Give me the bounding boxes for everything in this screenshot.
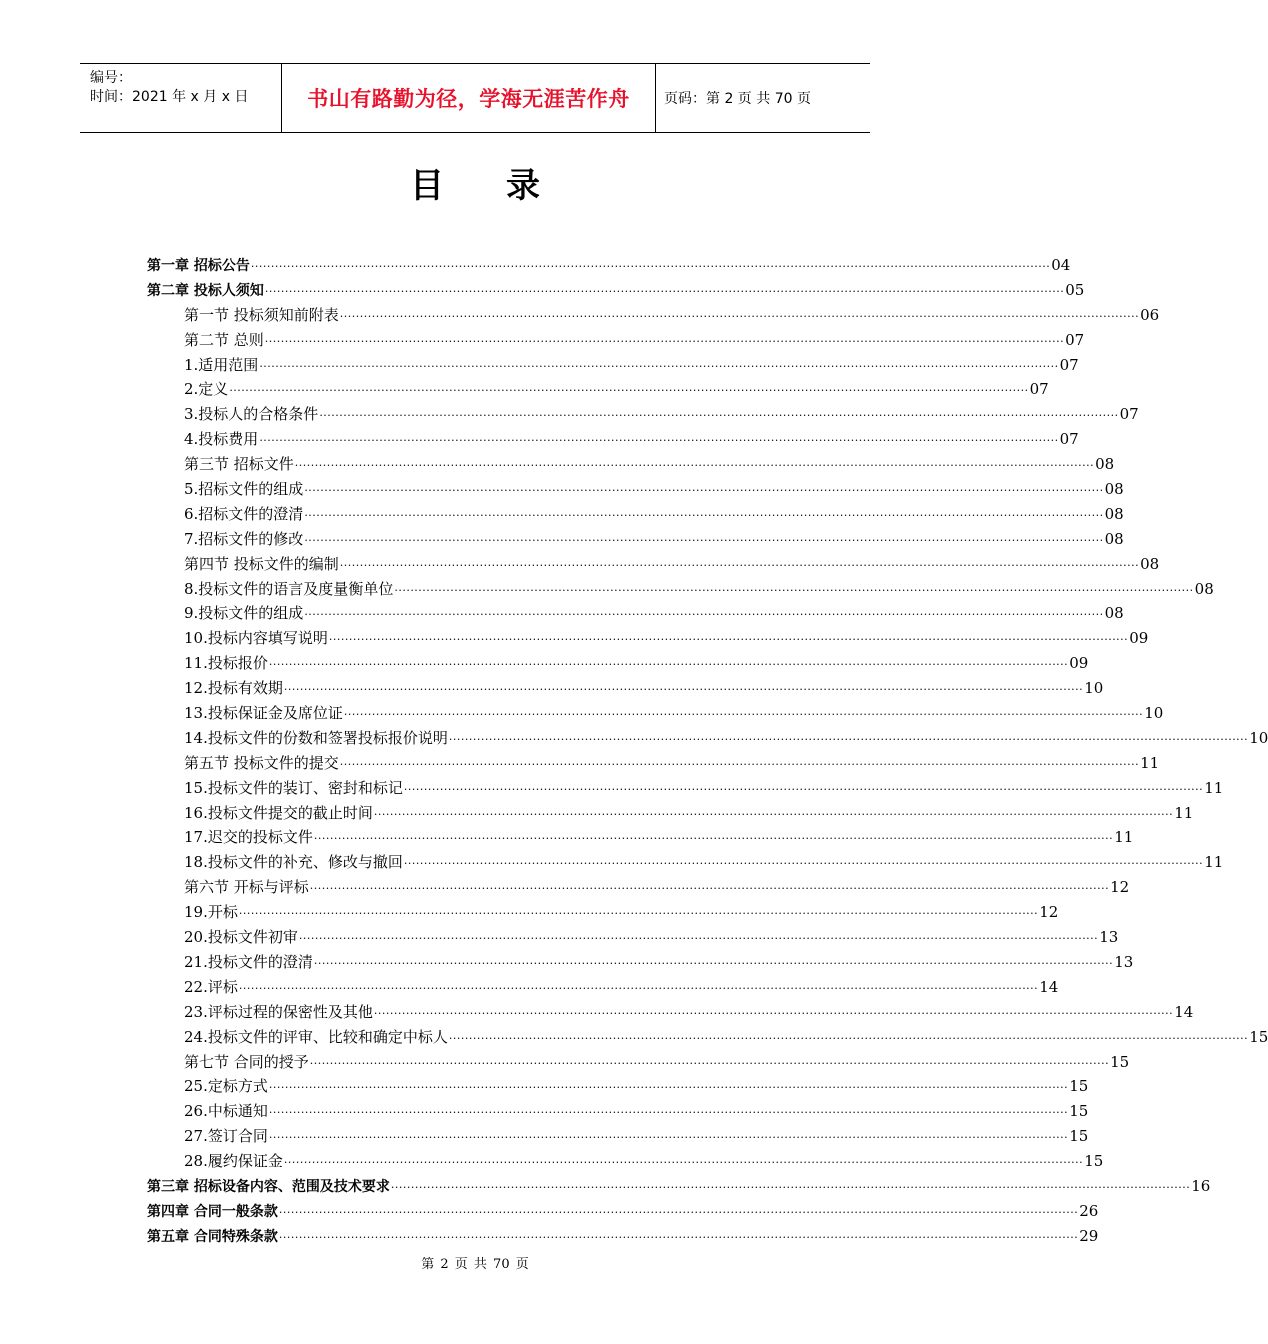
toc-leader-dots: ········································································································································································································	[313, 832, 1114, 846]
toc-entry-label: 7.招标文件的修改	[184, 529, 304, 548]
toc-entry[interactable]	[147, 975, 1059, 1000]
toc-entry-page: 08	[1104, 604, 1124, 623]
toc-entry-page: 15	[1084, 1152, 1104, 1171]
toc-entry[interactable]	[147, 1149, 1104, 1174]
toc-entry[interactable]	[147, 328, 1085, 353]
toc-entry-page: 07	[1065, 330, 1085, 349]
toc-entry[interactable]	[147, 427, 1079, 452]
page-footer: 第 2 页 共 70 页	[421, 1257, 529, 1272]
toc-entry-label: 22.评标	[184, 977, 238, 996]
toc-entry[interactable]	[147, 377, 1049, 402]
toc-entry[interactable]	[147, 1099, 1089, 1124]
header-motto-cell	[281, 64, 656, 132]
toc-entry-page: 15	[1069, 1127, 1089, 1146]
toc-entry-label: 23.评标过程的保密性及其他	[184, 1002, 373, 1021]
toc-entry[interactable]	[147, 1174, 1211, 1199]
toc-entry[interactable]	[147, 1199, 1099, 1224]
toc-leader-dots: ········································································································································································································	[283, 1156, 1084, 1170]
time-label: 时间：2021 年 x 月 x 日	[90, 89, 249, 105]
toc-entry[interactable]	[147, 1074, 1089, 1099]
toc-entry-page: 12	[1039, 903, 1059, 922]
toc-entry[interactable]	[147, 502, 1124, 527]
toc-entry-label: 2.定义	[184, 380, 229, 399]
toc-leader-dots: ········································································································································································································	[259, 359, 1059, 373]
toc-entry[interactable]	[147, 776, 1224, 801]
toc-entry[interactable]	[147, 726, 1268, 751]
toc-entry[interactable]	[147, 850, 1224, 875]
toc-entry[interactable]	[147, 303, 1160, 328]
toc-leader-dots: ········································································································································································································	[304, 484, 1104, 498]
toc-entry-page: 15	[1069, 1077, 1089, 1096]
page-header	[80, 63, 870, 133]
toc-entry-page: 11	[1140, 753, 1160, 772]
toc-entry-label: 10.投标内容填写说明	[184, 629, 328, 648]
toc-entry-page: 10	[1144, 704, 1164, 723]
toc-leader-dots: ········································································································································································································	[264, 284, 1065, 298]
toc-entry-label: 28.履约保证金	[184, 1152, 283, 1171]
toc-entry[interactable]	[147, 577, 1214, 602]
toc-leader-dots: ········································································································································································································	[448, 1031, 1249, 1045]
toc-entry-page: 11	[1204, 853, 1224, 872]
toc-leader-dots: ········································································································································································································	[339, 309, 1140, 323]
toc-entry[interactable]	[147, 278, 1085, 303]
toc-leader-dots: ········································································································································································································	[298, 932, 1099, 946]
toc-entry-label: 24.投标文件的评审、比较和确定中标人	[184, 1027, 448, 1046]
serial-label: 编号：	[90, 70, 132, 86]
toc-entry-label: 第三章 招标设备内容、范围及技术要求	[147, 1178, 390, 1195]
toc-entry[interactable]	[147, 1000, 1194, 1025]
toc-entry-label: 第六节 开标与评标	[184, 878, 309, 897]
toc-leader-dots: ········································································································································································································	[343, 708, 1144, 722]
toc-entry-label: 第一节 投标须知前附表	[184, 305, 339, 324]
toc-entry-label: 14.投标文件的份数和签署投标报价说明	[184, 728, 448, 747]
toc-entry-label: 3.投标人的合格条件	[184, 405, 319, 424]
toc-entry[interactable]	[147, 353, 1079, 378]
toc-entry-label: 6.招标文件的澄清	[184, 504, 304, 523]
toc-entry-page: 10	[1084, 679, 1104, 698]
toc-entry-label: 9.投标文件的组成	[184, 604, 304, 623]
toc-entry-page: 09	[1129, 629, 1149, 648]
toc-entry-page: 08	[1194, 579, 1214, 598]
toc-entry-label: 5.招标文件的组成	[184, 480, 304, 499]
toc-entry-page: 07	[1059, 355, 1079, 374]
toc-entry-page: 11	[1204, 778, 1224, 797]
toc-entry-page: 08	[1104, 504, 1124, 523]
toc-entry-page: 08	[1140, 554, 1160, 573]
toc-entry[interactable]	[147, 253, 1071, 278]
toc-leader-dots: ········································································································································································································	[339, 757, 1140, 771]
toc-leader-dots: ········································································································································································································	[268, 658, 1069, 672]
toc-entry[interactable]	[147, 701, 1164, 726]
toc-leader-dots: ········································································································································································································	[339, 558, 1140, 572]
toc-leader-dots: ········································································································································································································	[268, 1106, 1069, 1120]
toc-leader-dots: ········································································································································································································	[309, 1056, 1110, 1070]
toc-leader-dots: ········································································································································································································	[390, 1180, 1191, 1194]
toc-entry[interactable]	[147, 402, 1139, 427]
toc-entry-label: 第五章 合同特殊条款	[147, 1228, 278, 1245]
toc-leader-dots: ········································································································································································································	[403, 857, 1204, 871]
toc-entry-page: 05	[1065, 280, 1085, 299]
toc-entry-page: 08	[1095, 455, 1115, 474]
toc-entry[interactable]	[147, 751, 1160, 776]
toc-leader-dots: ········································································································································································································	[319, 409, 1119, 423]
toc-entry[interactable]	[147, 527, 1124, 552]
toc-entry-label: 第三节 招标文件	[184, 455, 294, 474]
toc-entry-page: 26	[1079, 1201, 1099, 1220]
toc-entry[interactable]	[147, 1025, 1268, 1050]
motto-text: 书山有路勤为径，学海无涯苦作舟	[307, 87, 630, 111]
toc-leader-dots: ········································································································································································································	[278, 1205, 1079, 1219]
toc-leader-dots: ········································································································································································································	[229, 384, 1029, 398]
toc-entry-page: 10	[1249, 728, 1268, 747]
header-meta-cell	[80, 64, 281, 132]
toc-entry[interactable]	[147, 477, 1124, 502]
toc-entry[interactable]	[147, 626, 1149, 651]
toc-entry[interactable]	[147, 552, 1160, 577]
toc-entry-label: 19.开标	[184, 903, 238, 922]
table-of-contents	[147, 253, 1268, 1249]
toc-leader-dots: ········································································································································································································	[403, 782, 1204, 796]
toc-entry-label: 第五节 投标文件的提交	[184, 753, 339, 772]
toc-entry[interactable]	[147, 1050, 1130, 1075]
toc-entry[interactable]	[147, 950, 1134, 975]
toc-entry-page: 08	[1104, 529, 1124, 548]
toc-leader-dots: ········································································································································································································	[309, 882, 1110, 896]
header-page-cell	[656, 64, 870, 132]
toc-entry-label: 1.适用范围	[184, 355, 259, 374]
toc-entry-page: 07	[1029, 380, 1049, 399]
toc-entry-label: 17.迟交的投标文件	[184, 828, 313, 847]
page-info: 页码：第 2 页 共 70 页	[664, 91, 811, 107]
toc-entry[interactable]	[147, 1224, 1099, 1249]
toc-entry[interactable]	[147, 601, 1124, 626]
toc-entry-page: 11	[1114, 828, 1134, 847]
toc-leader-dots: ········································································································································································································	[304, 608, 1104, 622]
toc-entry-label: 第二章 投标人须知	[147, 282, 264, 299]
toc-entry-page: 07	[1059, 430, 1079, 449]
toc-entry[interactable]	[147, 925, 1119, 950]
toc-entry-page: 15	[1069, 1102, 1089, 1121]
toc-entry-label: 25.定标方式	[184, 1077, 268, 1096]
toc-entry-label: 21.投标文件的澄清	[184, 952, 313, 971]
toc-entry-page: 14	[1039, 977, 1059, 996]
toc-entry-page: 15	[1249, 1027, 1268, 1046]
toc-entry-page: 12	[1110, 878, 1130, 897]
toc-leader-dots: ········································································································································································································	[264, 334, 1065, 348]
toc-entry-page: 07	[1119, 405, 1139, 424]
toc-leader-dots: ········································································································································································································	[268, 1081, 1069, 1095]
toc-entry-page: 29	[1079, 1226, 1099, 1245]
toc-leader-dots: ········································································································································································································	[294, 459, 1095, 473]
toc-entry-label: 13.投标保证金及席位证	[184, 704, 343, 723]
toc-entry-label: 第二节 总则	[184, 330, 264, 349]
toc-entry-label: 第七节 合同的授予	[184, 1052, 309, 1071]
toc-entry-label: 第四章 合同一般条款	[147, 1203, 278, 1220]
toc-entry-label: 16.投标文件提交的截止时间	[184, 803, 373, 822]
toc-entry[interactable]	[147, 676, 1104, 701]
toc-leader-dots: ········································································································································································································	[373, 807, 1174, 821]
toc-entry[interactable]	[147, 875, 1130, 900]
toc-leader-dots: ········································································································································································································	[313, 956, 1114, 970]
toc-entry-label: 26.中标通知	[184, 1102, 268, 1121]
toc-entry-page: 13	[1114, 952, 1134, 971]
toc-leader-dots: ········································································································································································································	[304, 533, 1104, 547]
toc-entry[interactable]	[147, 452, 1115, 477]
toc-entry-label: 8.投标文件的语言及度量衡单位	[184, 579, 394, 598]
toc-entry-page: 16	[1191, 1176, 1211, 1195]
toc-entry-label: 12.投标有效期	[184, 679, 283, 698]
toc-leader-dots: ········································································································································································································	[268, 1131, 1069, 1145]
toc-entry-label: 15.投标文件的装订、密封和标记	[184, 778, 403, 797]
toc-leader-dots: ········································································································································································································	[394, 583, 1194, 597]
toc-entry-page: 14	[1174, 1002, 1194, 1021]
toc-entry[interactable]	[147, 825, 1134, 850]
toc-leader-dots: ········································································································································································································	[238, 907, 1039, 921]
toc-entry-label: 27.签订合同	[184, 1127, 268, 1146]
toc-leader-dots: ········································································································································································································	[373, 1006, 1174, 1020]
toc-leader-dots: ········································································································································································································	[283, 683, 1084, 697]
toc-entry-page: 04	[1051, 256, 1071, 274]
toc-entry-page: 08	[1104, 480, 1124, 499]
toc-entry-label: 第一章 招标公告	[147, 258, 250, 274]
toc-leader-dots: ········································································································································································································	[328, 633, 1129, 647]
toc-leader-dots: ········································································································································································································	[448, 732, 1249, 746]
toc-leader-dots: ········································································································································································································	[259, 434, 1059, 448]
toc-entry-label: 11.投标报价	[184, 654, 268, 673]
toc-leader-dots: ········································································································································································································	[238, 981, 1039, 995]
page-title: 目录	[410, 166, 602, 206]
toc-entry[interactable]	[147, 801, 1194, 826]
toc-leader-dots: ········································································································································································································	[250, 260, 1051, 273]
toc-entry[interactable]	[147, 651, 1089, 676]
toc-entry-page: 15	[1110, 1052, 1130, 1071]
toc-entry-page: 13	[1099, 928, 1119, 947]
toc-leader-dots: ········································································································································································································	[304, 508, 1104, 522]
toc-entry-page: 11	[1174, 803, 1194, 822]
toc-entry[interactable]	[147, 900, 1059, 925]
toc-entry-label: 4.投标费用	[184, 430, 259, 449]
toc-entry-page: 09	[1069, 654, 1089, 673]
toc-entry-label: 第四节 投标文件的编制	[184, 554, 339, 573]
toc-entry-label: 20.投标文件初审	[184, 928, 298, 947]
toc-leader-dots: ········································································································································································································	[278, 1230, 1079, 1244]
toc-entry-page: 06	[1140, 305, 1160, 324]
toc-entry-label: 18.投标文件的补充、修改与撤回	[184, 853, 403, 872]
toc-entry[interactable]	[147, 1124, 1089, 1149]
